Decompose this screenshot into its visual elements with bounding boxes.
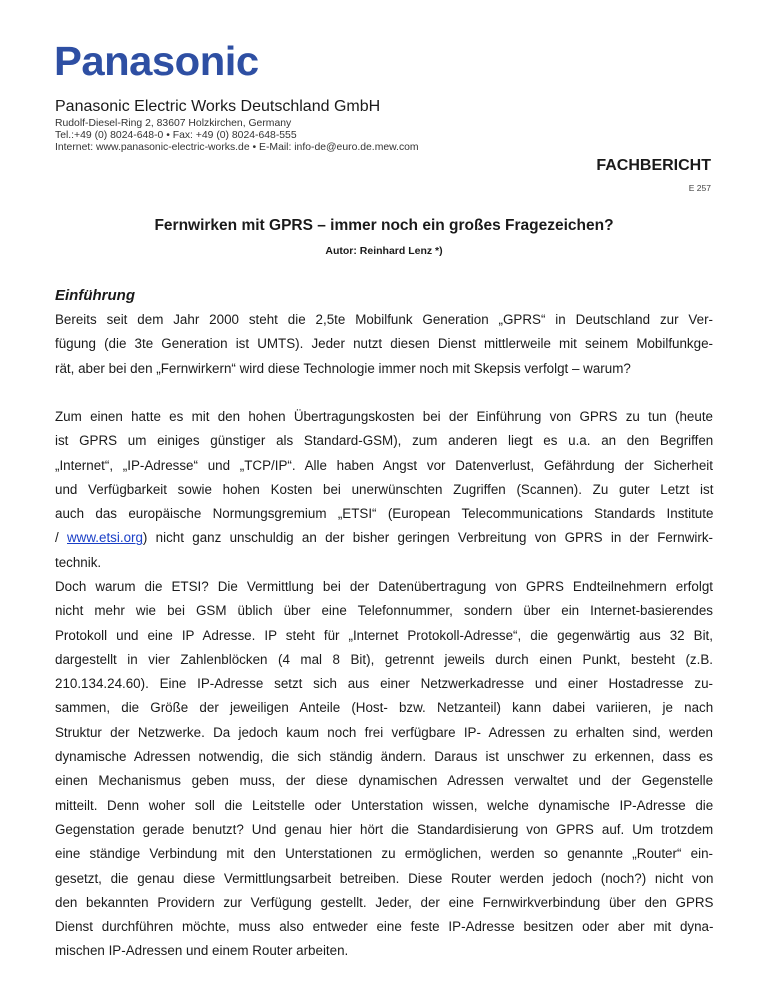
text-line: technik.	[55, 554, 102, 570]
article-title: Fernwirken mit GPRS – immer noch ein großes Fragezeichen?	[154, 217, 614, 234]
text-line: Gegenstation gerade benutzt? Und genau hier hört die Standardisierung von GPRS auf. Um trotzdem	[55, 821, 714, 837]
doc-number: E 257	[688, 183, 711, 193]
company-address: Rudolf-Diesel-Ring 2, 83607 Holzkirchen, Germany	[55, 118, 292, 129]
text-line: auch das europäische Normungsgremium „ETSI“ (European Telecommunications Standards Institute	[55, 506, 714, 522]
text-line: nicht mehr wie bei GSM üblich über eine Telefonnummer, sondern über ein Internet-basierendes	[55, 603, 713, 619]
text-line: fügung (die 3te Generation ist UMTS). Jeder nutzt diesen Dienst mittlerweile mit seinem Mobilfunkge-	[55, 336, 713, 352]
paragraph-3	[55, 575, 713, 964]
text-line: einen Mechanismus geben muss, der diese dynamischen Adressen verwaltet und der Gegenstelle	[55, 773, 714, 789]
text-line: eine ständige Verbindung mit den Unterstationen zu ermöglichen, werden so genannte „Router“ ein-	[55, 846, 713, 862]
section-heading: Einführung	[55, 287, 135, 304]
company-name: Panasonic Electric Works Deutschland GmbH	[55, 98, 381, 115]
text-line: Bereits seit dem Jahr 2000 steht die 2,5te Mobilfunk Generation „GPRS“ in Deutschland zur Ver-	[55, 312, 713, 327]
text-line: gesetzt, die genau diese Vermittlungsarbeit betreiben. Diese Router werden jedoch (noch?) nicht von	[55, 870, 714, 886]
panasonic-logo: Panasonic	[54, 38, 259, 84]
text-line: sammen, die Größe der jeweiligen Anteile (Host- bzw. Netzanteil) kann dabei variieren, je nach	[55, 700, 714, 716]
company-phone-fax: Tel.:+49 (0) 8024-648-0 • Fax: +49 (0) 8024-648-555	[55, 130, 297, 141]
text-line: Doch warum die ETSI? Die Vermittlung bei der Datenübertragung von GPRS Endteilnehmern erfolgt	[55, 579, 713, 594]
paragraph-1	[55, 308, 713, 381]
text-line: mischen IP-Adressen und einem Router arbeiten.	[55, 943, 349, 959]
article-author: Autor: Reinhard Lenz *)	[325, 245, 443, 257]
doc-type-label: FACHBERICHT	[596, 157, 711, 174]
text-line: Struktur der Netzwerke. Da jedoch kaum noch frei verfügbare IP- Adressen zu erhalten sind, werden	[55, 724, 713, 740]
text-line-with-link	[55, 526, 713, 550]
text-line: „Internet“, „IP-Adresse“ und „TCP/IP“. Alle haben Angst vor Datenverlust, Gefährdung der Sicherheit	[55, 457, 713, 473]
text-line: ist GPRS um einiges günstiger als Standard-GSM), zum anderen liegt es u.a. an den Begriffen	[55, 433, 714, 449]
paragraph-2	[55, 405, 713, 575]
text-line: mitteilt. Denn woher soll die Leitstelle oder Unterstation wissen, welche dynamische IP-Adresse die	[55, 797, 714, 813]
text-line: dynamische Adressen notwendig, die sich ständig ändern. Daraus ist unschwer zu erkennen, dass es	[55, 749, 713, 765]
link-prefix: /	[55, 530, 68, 546]
company-web-email: Internet: www.panasonic-electric-works.de • E-Mail: info-de@euro.de.mew.com	[55, 142, 419, 153]
text-line: rät, aber bei den „Fernwirkern“ wird diese Technologie immer noch mit Skepsis verfolgt – warum?	[55, 360, 631, 376]
text-line: Protokoll und eine IP Adresse. IP steht für „Internet Protokoll-Adresse“, die gegenwärtig aus 32 Bit,	[55, 627, 713, 643]
link-suffix: ) nicht ganz unschuldig an der bisher geringen Verbreitung von GPRS in der Fernwirk-	[142, 530, 713, 546]
text-line: 210.134.24.60). Eine IP-Adresse setzt sich aus einer Netzwerkadresse und einer Hostadresse zu-	[55, 676, 713, 692]
text-line: dargestellt in vier Zahlenblöcken (4 mal 8 Bit), getrennt jeweils durch einen Punkt, besteht (z.B.	[55, 651, 713, 667]
text-line: Dienst durchführen möchte, muss also entweder eine feste IP-Adresse besitzen oder aber mit dyna-	[55, 919, 714, 935]
etsi-link[interactable]: www.etsi.org	[67, 530, 143, 546]
text-line: Zum einen hatte es mit den hohen Übertragungskosten bei der Einführung von GPRS zu tun (heute	[55, 409, 713, 424]
text-line: und Verfügbarkeit sowie hohen Kosten bei unerwünschten Zugriffen (Scannen). Zu guter Letzt ist	[55, 481, 714, 497]
text-line: den bekannten Providern zur Verfügung gestellt. Jeder, der eine Fernwirkverbindung über den GPRS	[55, 894, 714, 910]
